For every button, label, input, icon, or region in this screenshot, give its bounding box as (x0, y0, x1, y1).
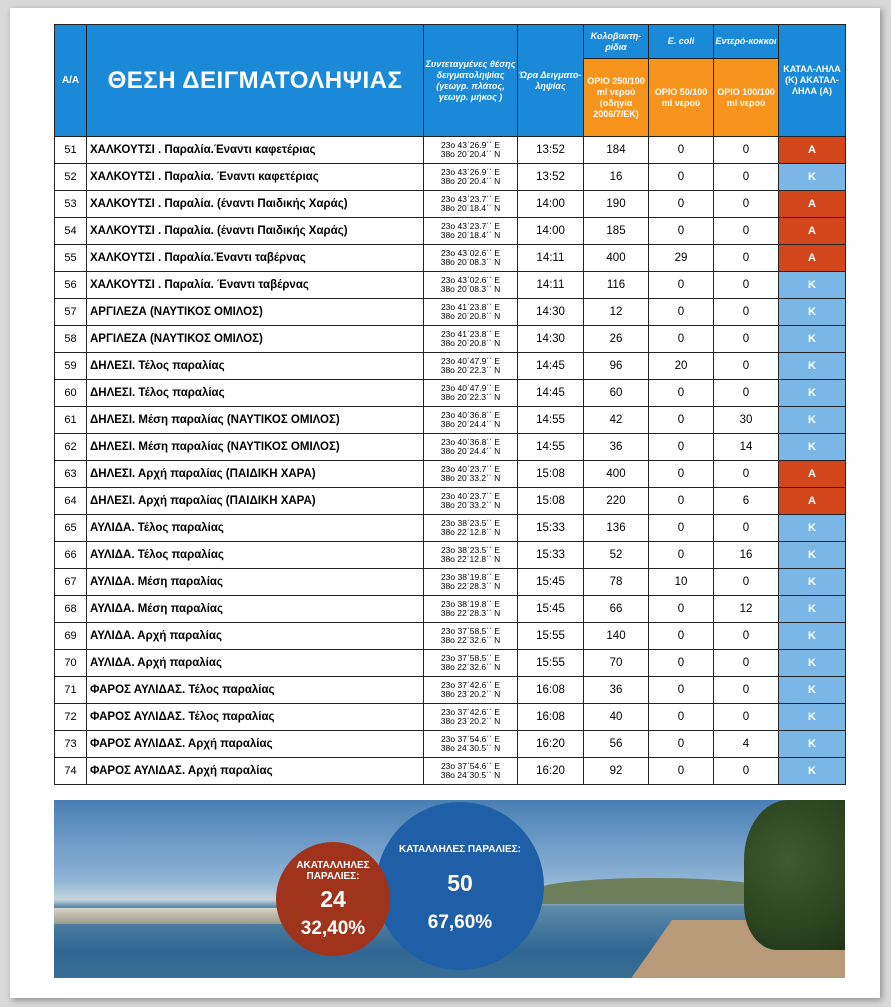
classification-badge: Κ (779, 704, 846, 731)
coordinate-latitude: 38ο 20΄18.4΄΄ Ν (440, 230, 501, 240)
coordinate-longitude: 23ο 43΄26.9΄΄ Ε (440, 140, 501, 150)
header-aa: Α/Α (55, 25, 87, 137)
table-body (55, 137, 846, 785)
enterococci-value: 16 (714, 542, 779, 569)
row-number: 67 (55, 569, 87, 596)
table-row (55, 461, 846, 488)
ecoli-value: 0 (649, 461, 714, 488)
enterococci-value: 0 (714, 380, 779, 407)
coordinate-latitude: 38ο 22΄28.3΄΄ Ν (440, 581, 501, 591)
sampling-time: 14:11 (518, 272, 584, 299)
enterococci-value: 0 (714, 704, 779, 731)
coordinate-latitude: 38ο 24΄30.5΄΄ Ν (440, 743, 501, 753)
enterococci-value: 14 (714, 434, 779, 461)
coordinates (424, 623, 518, 650)
coordinate-longitude: 23ο 37΄58.5΄΄ Ε (440, 653, 501, 663)
table-row (55, 434, 846, 461)
classification-badge: Α (779, 191, 846, 218)
header-coliform: Κολοβακτη-ρίδια (584, 25, 649, 59)
ecoli-value: 20 (649, 353, 714, 380)
coliform-value: 400 (584, 245, 649, 272)
sampling-time: 14:00 (518, 218, 584, 245)
sampling-time: 14:00 (518, 191, 584, 218)
sampling-time: 14:45 (518, 353, 584, 380)
coordinate-longitude: 23ο 37΄42.6΄΄ Ε (440, 707, 501, 717)
classification-badge: Κ (779, 758, 846, 785)
coordinate-longitude: 23ο 38΄19.8΄΄ Ε (440, 572, 501, 582)
coordinate-longitude: 23ο 40΄23.7΄΄ Ε (440, 464, 501, 474)
ecoli-value: 0 (649, 380, 714, 407)
coordinate-latitude: 38ο 20΄18.4΄΄ Ν (440, 203, 501, 213)
coordinate-longitude: 23ο 43΄26.9΄΄ Ε (440, 167, 501, 177)
ecoli-value: 0 (649, 326, 714, 353)
coordinate-latitude: 38ο 20΄24.4΄΄ Ν (440, 419, 501, 429)
row-number: 53 (55, 191, 87, 218)
coliform-value: 400 (584, 461, 649, 488)
table-row (55, 569, 846, 596)
coliform-value: 36 (584, 434, 649, 461)
coordinate-latitude: 38ο 20΄24.4΄΄ Ν (440, 446, 501, 456)
header-limit-ecoli: ΟΡΙΟ 50/100 ml νερού (649, 59, 714, 137)
ecoli-value: 0 (649, 704, 714, 731)
sampling-location: ΑΥΛΙΔΑ. Μέση παραλίας (87, 569, 424, 596)
table-row (55, 758, 846, 785)
row-number: 60 (55, 380, 87, 407)
sampling-time: 16:08 (518, 704, 584, 731)
sampling-time: 13:52 (518, 137, 584, 164)
coordinate-latitude: 38ο 22΄12.8΄΄ Ν (440, 554, 501, 564)
sampling-location: ΦΑΡΟΣ ΑΥΛΙΔΑΣ. Αρχή παραλίας (87, 731, 424, 758)
sampling-location: ΔΗΛΕΣΙ. Μέση παραλίας (ΝΑΥΤΙΚΟΣ ΟΜΙΛΟΣ) (87, 407, 424, 434)
header-ecoli: E. coli (649, 25, 714, 59)
ecoli-value: 0 (649, 407, 714, 434)
sampling-time: 14:45 (518, 380, 584, 407)
coliform-value: 66 (584, 596, 649, 623)
coordinates (424, 677, 518, 704)
enterococci-value: 4 (714, 731, 779, 758)
ecoli-value: 0 (649, 272, 714, 299)
coliform-value: 78 (584, 569, 649, 596)
sampling-time: 15:55 (518, 623, 584, 650)
ecoli-value: 0 (649, 731, 714, 758)
coordinate-longitude: 23ο 38΄19.8΄΄ Ε (440, 599, 501, 609)
hill-decoration (534, 878, 774, 904)
coordinates (424, 731, 518, 758)
sampling-location: ΑΥΛΙΔΑ. Αρχή παραλίας (87, 650, 424, 677)
classification-badge: Α (779, 461, 846, 488)
classification-badge: Κ (779, 326, 846, 353)
table-row (55, 191, 846, 218)
coordinates (424, 353, 518, 380)
sampling-location: ΑΥΛΙΔΑ. Αρχή παραλίας (87, 623, 424, 650)
table-row (55, 677, 846, 704)
row-number: 63 (55, 461, 87, 488)
row-number: 71 (55, 677, 87, 704)
classification-badge: Κ (779, 434, 846, 461)
coordinate-latitude: 38ο 22΄28.3΄΄ Ν (440, 608, 501, 618)
coliform-value: 96 (584, 353, 649, 380)
coliform-value: 52 (584, 542, 649, 569)
table-row (55, 407, 846, 434)
row-number: 54 (55, 218, 87, 245)
coordinate-latitude: 38ο 20΄33.2΄΄ Ν (440, 500, 501, 510)
enterococci-value: 0 (714, 299, 779, 326)
sampling-time: 14:55 (518, 434, 584, 461)
coordinate-latitude: 38ο 24΄30.5΄΄ Ν (440, 770, 501, 780)
table-row (55, 137, 846, 164)
sampling-location: ΑΥΛΙΔΑ. Τέλος παραλίας (87, 542, 424, 569)
ecoli-value: 0 (649, 434, 714, 461)
table-row (55, 380, 846, 407)
unsuitable-summary-circle (276, 842, 390, 956)
coordinates (424, 191, 518, 218)
classification-badge: Κ (779, 542, 846, 569)
coordinate-longitude: 23ο 43΄02.6΄΄ Ε (440, 248, 501, 258)
coliform-value: 184 (584, 137, 649, 164)
classification-badge: Α (779, 137, 846, 164)
classification-badge: Α (779, 218, 846, 245)
ecoli-value: 0 (649, 758, 714, 785)
enterococci-value: 0 (714, 677, 779, 704)
table-row (55, 218, 846, 245)
classification-badge: Κ (779, 569, 846, 596)
row-number: 73 (55, 731, 87, 758)
coordinates (424, 272, 518, 299)
enterococci-value: 0 (714, 218, 779, 245)
coordinates (424, 596, 518, 623)
sampling-time: 14:11 (518, 245, 584, 272)
enterococci-value: 0 (714, 623, 779, 650)
row-number: 72 (55, 704, 87, 731)
ecoli-value: 0 (649, 299, 714, 326)
sampling-time: 15:33 (518, 515, 584, 542)
coordinate-longitude: 23ο 37΄42.6΄΄ Ε (440, 680, 501, 690)
table-row (55, 353, 846, 380)
header-classification: ΚΑΤΑΛ-ΛΗΛΑ (Κ) ΑΚΑΤΑΛ-ΛΗΛΑ (Α) (779, 25, 846, 137)
sampling-time: 14:30 (518, 299, 584, 326)
classification-badge: Κ (779, 731, 846, 758)
classification-badge: Α (779, 245, 846, 272)
sampling-location: ΧΑΛΚΟΥΤΣΙ . Παραλία.Έναντι καφετέριας (87, 137, 424, 164)
coordinate-longitude: 23ο 43΄23.7΄΄ Ε (440, 221, 501, 231)
coliform-value: 185 (584, 218, 649, 245)
ecoli-value: 0 (649, 596, 714, 623)
sampling-time: 15:55 (518, 650, 584, 677)
table-row (55, 272, 846, 299)
enterococci-value: 0 (714, 515, 779, 542)
coordinate-latitude: 38ο 20΄33.2΄΄ Ν (440, 473, 501, 483)
enterococci-value: 0 (714, 191, 779, 218)
coordinate-longitude: 23ο 41΄23.8΄΄ Ε (440, 302, 501, 312)
table-row (55, 596, 846, 623)
beach-photo-banner (54, 800, 845, 978)
sampling-location: ΧΑΛΚΟΥΤΣΙ . Παραλία.Έναντι ταβέρνας (87, 245, 424, 272)
coordinate-longitude: 23ο 40΄23.7΄΄ Ε (440, 491, 501, 501)
sampling-time: 15:45 (518, 569, 584, 596)
enterococci-value: 0 (714, 164, 779, 191)
row-number: 66 (55, 542, 87, 569)
row-number: 69 (55, 623, 87, 650)
coordinate-longitude: 23ο 37΄54.6΄΄ Ε (440, 734, 501, 744)
coliform-value: 220 (584, 488, 649, 515)
suitable-count: 50 (447, 870, 473, 896)
sampling-location: ΑΥΛΙΔΑ. Τέλος παραλίας (87, 515, 424, 542)
enterococci-value: 0 (714, 461, 779, 488)
sampling-location: ΔΗΛΕΣΙ. Αρχή παραλίας (ΠΑΙΔΙΚΗ ΧΑΡΑ) (87, 461, 424, 488)
classification-badge: Κ (779, 596, 846, 623)
coordinate-latitude: 38ο 20΄08.3΄΄ Ν (440, 257, 501, 267)
classification-badge: Κ (779, 650, 846, 677)
coordinates (424, 434, 518, 461)
enterococci-value: 30 (714, 407, 779, 434)
classification-badge: Κ (779, 515, 846, 542)
coordinate-longitude: 23ο 41΄23.8΄΄ Ε (440, 329, 501, 339)
classification-badge: Κ (779, 623, 846, 650)
coordinate-latitude: 38ο 20΄20.4΄΄ Ν (440, 176, 501, 186)
sampling-location: ΑΡΓΙΛΕΖΑ (ΝΑΥΤΙΚΟΣ ΟΜΙΛΟΣ) (87, 299, 424, 326)
sampling-location: ΦΑΡΟΣ ΑΥΛΙΔΑΣ. Τέλος παραλίας (87, 704, 424, 731)
coordinate-longitude: 23ο 40΄47.9΄΄ Ε (440, 383, 501, 393)
coliform-value: 36 (584, 677, 649, 704)
ecoli-value: 0 (649, 677, 714, 704)
coordinate-longitude: 23ο 40΄36.8΄΄ Ε (440, 437, 501, 447)
coordinate-longitude: 23ο 38΄23.5΄΄ Ε (440, 518, 501, 528)
row-number: 58 (55, 326, 87, 353)
sampling-time: 16:20 (518, 758, 584, 785)
coliform-value: 70 (584, 650, 649, 677)
coordinate-longitude: 23ο 37΄54.6΄΄ Ε (440, 761, 501, 771)
table-row (55, 704, 846, 731)
ecoli-value: 0 (649, 218, 714, 245)
sampling-location: ΦΑΡΟΣ ΑΥΛΙΔΑΣ. Τέλος παραλίας (87, 677, 424, 704)
sampling-location: ΑΡΓΙΛΕΖΑ (ΝΑΥΤΙΚΟΣ ΟΜΙΛΟΣ) (87, 326, 424, 353)
sampling-location: ΔΗΛΕΣΙ. Αρχή παραλίας (ΠΑΙΔΙΚΗ ΧΑΡΑ) (87, 488, 424, 515)
enterococci-value: 12 (714, 596, 779, 623)
coordinates (424, 569, 518, 596)
coordinate-longitude: 23ο 43΄02.6΄΄ Ε (440, 275, 501, 285)
ecoli-value: 10 (649, 569, 714, 596)
enterococci-value: 0 (714, 326, 779, 353)
classification-badge: Α (779, 488, 846, 515)
coordinates (424, 650, 518, 677)
coordinates (424, 245, 518, 272)
unsuitable-label: ΑΚΑΤΑΛΛΗΛΕΣ ΠΑΡΑΛΙΕΣ: (296, 860, 370, 882)
enterococci-value: 0 (714, 758, 779, 785)
document-page (10, 8, 880, 998)
row-number: 65 (55, 515, 87, 542)
classification-badge: Κ (779, 272, 846, 299)
coordinates (424, 407, 518, 434)
row-number: 74 (55, 758, 87, 785)
coordinates (424, 218, 518, 245)
coordinate-latitude: 38ο 20΄20.8΄΄ Ν (440, 338, 501, 348)
coordinate-latitude: 38ο 22΄32.6΄΄ Ν (440, 635, 501, 645)
header-time: Ώρα Δειγματο-ληψίας (518, 25, 584, 137)
row-number: 56 (55, 272, 87, 299)
coordinates (424, 137, 518, 164)
enterococci-value: 0 (714, 650, 779, 677)
ecoli-value: 0 (649, 515, 714, 542)
coliform-value: 190 (584, 191, 649, 218)
ecoli-value: 0 (649, 623, 714, 650)
row-number: 57 (55, 299, 87, 326)
row-number: 52 (55, 164, 87, 191)
classification-badge: Κ (779, 164, 846, 191)
coliform-value: 136 (584, 515, 649, 542)
coliform-value: 56 (584, 731, 649, 758)
row-number: 70 (55, 650, 87, 677)
row-number: 61 (55, 407, 87, 434)
enterococci-value: 0 (714, 569, 779, 596)
sampling-location: ΔΗΛΕΣΙ. Τέλος παραλίας (87, 353, 424, 380)
coordinates (424, 488, 518, 515)
header-limit-coliform: ΟΡΙΟ 250/100 ml νερού (οδηγία 2006/7/ΕΚ) (584, 59, 649, 137)
header-entero: Εντερό-κοκκοι (714, 25, 779, 59)
coordinate-longitude: 23ο 40΄36.8΄΄ Ε (440, 410, 501, 420)
coliform-value: 26 (584, 326, 649, 353)
sampling-location: ΦΑΡΟΣ ΑΥΛΙΔΑΣ. Αρχή παραλίας (87, 758, 424, 785)
sampling-time: 15:33 (518, 542, 584, 569)
sampling-location: ΔΗΛΕΣΙ. Μέση παραλίας (ΝΑΥΤΙΚΟΣ ΟΜΙΛΟΣ) (87, 434, 424, 461)
coordinates (424, 515, 518, 542)
sampling-time: 15:45 (518, 596, 584, 623)
coordinate-latitude: 38ο 20΄22.3΄΄ Ν (440, 392, 501, 402)
coordinates (424, 380, 518, 407)
row-number: 55 (55, 245, 87, 272)
table-row (55, 650, 846, 677)
coordinate-longitude: 23ο 38΄23.5΄΄ Ε (440, 545, 501, 555)
coordinate-latitude: 38ο 23΄20.2΄΄ Ν (440, 689, 501, 699)
row-number: 51 (55, 137, 87, 164)
coordinate-latitude: 38ο 20΄20.8΄΄ Ν (440, 311, 501, 321)
table-row (55, 515, 846, 542)
coordinates (424, 326, 518, 353)
table-row (55, 731, 846, 758)
coliform-value: 12 (584, 299, 649, 326)
coliform-value: 92 (584, 758, 649, 785)
sampling-time: 15:08 (518, 488, 584, 515)
coliform-value: 16 (584, 164, 649, 191)
coordinate-longitude: 23ο 37΄58.5΄΄ Ε (440, 626, 501, 636)
coordinates (424, 299, 518, 326)
sampling-location: ΔΗΛΕΣΙ. Τέλος παραλίας (87, 380, 424, 407)
table-row (55, 488, 846, 515)
row-number: 62 (55, 434, 87, 461)
coordinates (424, 758, 518, 785)
enterococci-value: 0 (714, 137, 779, 164)
coliform-value: 40 (584, 704, 649, 731)
row-number: 68 (55, 596, 87, 623)
unsuitable-count: 24 (320, 886, 346, 912)
coordinate-latitude: 38ο 22΄32.6΄΄ Ν (440, 662, 501, 672)
classification-badge: Κ (779, 407, 846, 434)
table-row (55, 326, 846, 353)
unsuitable-percent: 32,40% (300, 918, 366, 939)
coordinate-latitude: 38ο 23΄20.2΄΄ Ν (440, 716, 501, 726)
sampling-time: 16:20 (518, 731, 584, 758)
enterococci-value: 0 (714, 272, 779, 299)
suitable-label: ΚΑΤΑΛΛΗΛΕΣ ΠΑΡΑΛΙΕΣ: (399, 844, 521, 855)
coordinates (424, 461, 518, 488)
classification-badge: Κ (779, 353, 846, 380)
ecoli-value: 0 (649, 488, 714, 515)
enterococci-value: 6 (714, 488, 779, 515)
sampling-time: 16:08 (518, 677, 584, 704)
classification-badge: Κ (779, 380, 846, 407)
coliform-value: 116 (584, 272, 649, 299)
sampling-time: 14:55 (518, 407, 584, 434)
coordinates (424, 164, 518, 191)
coordinate-latitude: 38ο 20΄20.4΄΄ Ν (440, 149, 501, 159)
sampling-location: ΧΑΛΚΟΥΤΣΙ . Παραλία. Έναντι ταβέρνας (87, 272, 424, 299)
table-row (55, 542, 846, 569)
header-title: ΘΕΣΗ ΔΕΙΓΜΑΤΟΛΗΨΙΑΣ (87, 25, 424, 137)
sampling-location: ΧΑΛΚΟΥΤΣΙ . Παραλία. Έναντι καφετέριας (87, 164, 424, 191)
coordinate-longitude: 23ο 43΄23.7΄΄ Ε (440, 194, 501, 204)
coordinate-latitude: 38ο 20΄08.3΄΄ Ν (440, 284, 501, 294)
coliform-value: 42 (584, 407, 649, 434)
row-number: 59 (55, 353, 87, 380)
ecoli-value: 0 (649, 137, 714, 164)
coordinates (424, 542, 518, 569)
row-number: 64 (55, 488, 87, 515)
enterococci-value: 0 (714, 353, 779, 380)
water-quality-table (54, 24, 846, 785)
enterococci-value: 0 (714, 245, 779, 272)
coordinate-latitude: 38ο 22΄12.8΄΄ Ν (440, 527, 501, 537)
coordinate-latitude: 38ο 20΄22.3΄΄ Ν (440, 365, 501, 375)
sampling-time: 13:52 (518, 164, 584, 191)
ecoli-value: 29 (649, 245, 714, 272)
ecoli-value: 0 (649, 191, 714, 218)
table-row (55, 245, 846, 272)
table-row (55, 299, 846, 326)
classification-badge: Κ (779, 677, 846, 704)
header-coords: Συντεταγμένες θέσης δειγματοληψίας (γεωγρ. πλάτος, γεωγρ. μήκος ) (424, 25, 518, 137)
sampling-location: ΧΑΛΚΟΥΤΣΙ . Παραλία. (έναντι Παιδικής Χαράς) (87, 191, 424, 218)
coordinate-longitude: 23ο 40΄47.9΄΄ Ε (440, 356, 501, 366)
suitable-percent: 67,60% (427, 912, 493, 933)
coliform-value: 140 (584, 623, 649, 650)
sampling-location: ΧΑΛΚΟΥΤΣΙ . Παραλία. (έναντι Παιδικής Χαράς) (87, 218, 424, 245)
table-row (55, 164, 846, 191)
trees-decoration (744, 800, 845, 950)
header-limit-entero: ΟΡΙΟ 100/100 ml νερού (714, 59, 779, 137)
classification-badge: Κ (779, 299, 846, 326)
ecoli-value: 0 (649, 164, 714, 191)
sampling-time: 14:30 (518, 326, 584, 353)
ecoli-value: 0 (649, 650, 714, 677)
ecoli-value: 0 (649, 542, 714, 569)
table-row (55, 623, 846, 650)
coliform-value: 60 (584, 380, 649, 407)
suitable-summary-circle (376, 802, 544, 970)
sampling-time: 15:08 (518, 461, 584, 488)
sampling-location: ΑΥΛΙΔΑ. Μέση παραλίας (87, 596, 424, 623)
coordinates (424, 704, 518, 731)
